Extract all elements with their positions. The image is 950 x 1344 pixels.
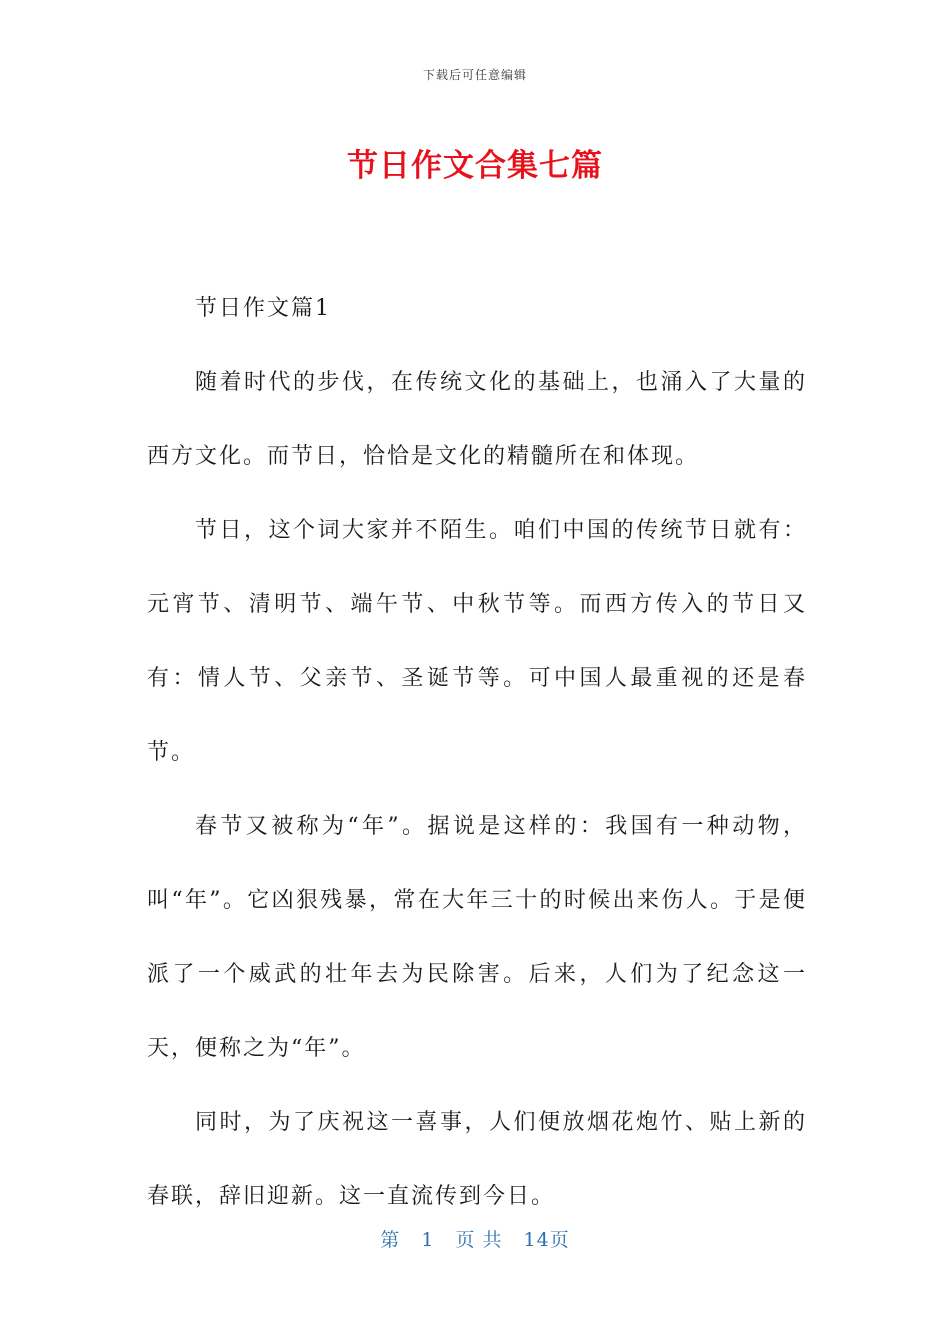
- document-title: 节日作文合集七篇: [347, 148, 603, 184]
- footer-prefix: 第: [380, 1229, 401, 1251]
- section-heading: 节日作文篇1: [195, 296, 331, 321]
- current-page-number: 1: [421, 1229, 435, 1251]
- footer-suffix: 页: [549, 1229, 570, 1251]
- paragraph: 节日，这个词大家并不陌生。咱们中国的传统节日就有：元宵节、清明节、端午节、中秋节等。而西方传入的节日又有：情人节、父亲节、圣诞节等。可中国人最重视的还是春节。: [147, 518, 807, 765]
- header-note: 下载后可任意编辑: [422, 68, 527, 82]
- paragraph: 随着时代的步伐，在传统文化的基础上，也涌入了大量的西方文化。而节日，恰恰是文化的精髓所在和体现。: [147, 370, 807, 469]
- footer-middle: 页 共: [455, 1229, 503, 1251]
- paragraph: 春节又被称为“年”。据说是这样的：我国有一种动物，叫“年”。它凶狠残暴，常在大年三十的时候出来伤人。于是便派了一个威武的壮年去为民除害。后来，人们为了纪念这一天，便称之为“年”。: [147, 814, 807, 1061]
- total-pages-number: 14: [523, 1229, 550, 1251]
- document-body: [147, 272, 807, 1234]
- page-footer: [0, 1225, 950, 1252]
- paragraph: 同时，为了庆祝这一喜事，人们便放烟花炮竹、贴上新的春联，辞旧迎新。这一直流传到今日。: [147, 1110, 807, 1209]
